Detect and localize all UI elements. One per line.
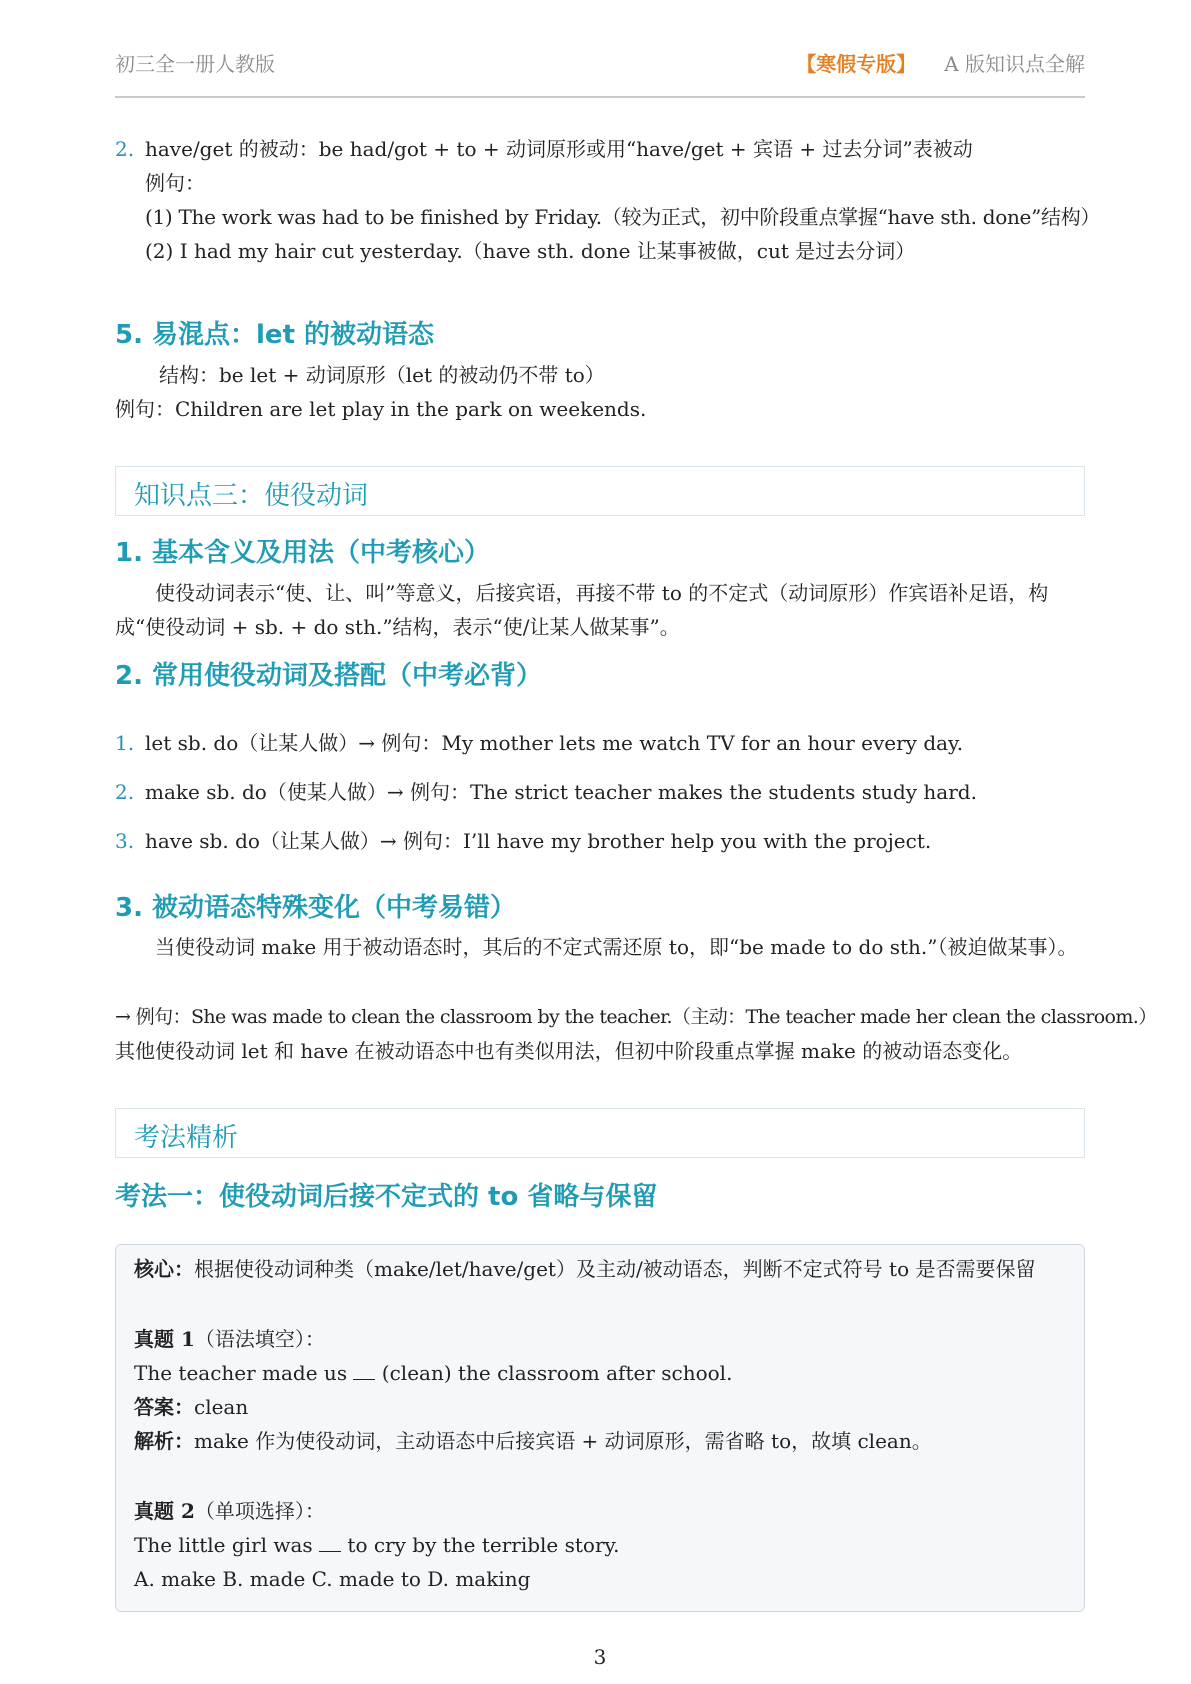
kaofa-title: 考法精析 — [134, 1123, 239, 1153]
list-number: 1. — [115, 731, 135, 755]
question-1-title — [134, 1323, 325, 1355]
causative-meaning-heading: 1. 基本含义及用法（中考核心） — [115, 538, 491, 568]
passive-change-heading: 3. 被动语态特殊变化（中考易错） — [115, 893, 517, 923]
answer-1-text: clean — [194, 1395, 249, 1419]
page-number: 3 — [593, 1645, 607, 1669]
list-item — [115, 824, 1085, 858]
causative-meaning-paragraph: 使役动词表示“使、让、叫”等意义，后接宾语，再接不带 to 的不定式（动词原形）作宾语补足语，构成“使役动词 + sb. + do sth.”结构，表示“使/让某人做某事”。 — [115, 581, 1049, 639]
have-get-example-2: (2) I had my hair cut yesterday.（have sth. done 让某事被做，cut 是过去分词） — [145, 239, 916, 263]
question-2-type: （单项选择）： — [194, 1499, 325, 1523]
question-2-after: to cry by the terrible story. — [347, 1533, 620, 1557]
question-1-text — [134, 1357, 732, 1389]
list-item-text: make sb. do（使某人做）→ 例句：The strict teacher makes the students study hard. — [145, 780, 977, 804]
core-label: 核心： — [134, 1257, 194, 1281]
answer-blank — [319, 1533, 341, 1552]
let-structure: 结构：be let + 动词原形（let 的被动仍不带 to） — [159, 363, 605, 387]
section-title-box — [115, 466, 1085, 516]
passive-change-paragraph: 当使役动词 make 用于被动语态时，其后的不定式需还原 to，即“be made to do sth.”（被迫做某事）。 — [155, 935, 1078, 959]
question-1-after: (clean) the classroom after school. — [381, 1361, 733, 1385]
let-passive-heading: 5. 易混点：let 的被动语态 — [115, 320, 435, 350]
header-edition-badge: 【寒假专版】 — [796, 52, 917, 76]
answer-blank — [353, 1361, 375, 1380]
explanation-1-line — [134, 1425, 932, 1457]
explanation-1-text: make 作为使役动词，主动语态中后接宾语 + 动词原形，需省略 to，故填 clean。 — [194, 1429, 932, 1453]
causative-list-heading: 2. 常用使役动词及搭配（中考必背） — [115, 661, 543, 691]
list-item — [115, 726, 1085, 760]
list-number: 3. — [115, 829, 135, 853]
core-text: 根据使役动词种类（make/let/have/get）及主动/被动语态，判断不定式符号 to 是否需要保留 — [194, 1257, 1036, 1281]
let-example: 例句：Children are let play in the park on weekends. — [115, 397, 647, 421]
kaofa-title-box — [115, 1108, 1085, 1158]
passive-change-note: 其他使役动词 let 和 have 在被动语态中也有类似用法，但初中阶段重点掌握 make 的被动语态变化。 — [115, 1039, 1023, 1063]
header-subtitle: A 版知识点全解 — [944, 52, 1085, 76]
have-get-title-line — [115, 132, 1085, 166]
page-header — [115, 38, 1085, 98]
kaofa-one-heading: 考法一：使役动词后接不定式的 to 省略与保留 — [115, 1182, 658, 1212]
question-2-before: The little girl was — [134, 1533, 313, 1557]
answer-1-line — [134, 1391, 248, 1423]
question-1-label: 真题 1 — [134, 1327, 195, 1351]
exam-question-box — [115, 1244, 1085, 1612]
question-1-type: （语法填空）： — [194, 1327, 325, 1351]
question-2-text — [134, 1529, 620, 1561]
question-2-label: 真题 2 — [134, 1499, 195, 1523]
list-number: 2. — [115, 137, 135, 161]
question-2-options: A. make B. made C. made to D. making — [134, 1567, 531, 1591]
question-1-before: The teacher made us — [134, 1361, 348, 1385]
list-number: 2. — [115, 780, 135, 804]
passive-change-example: → 例句：She was made to clean the classroom by the teacher.（主动：The teacher made her clean the classroom.） — [115, 1006, 1157, 1028]
example-label: 例句： — [145, 171, 205, 195]
have-get-example-1: (1) The work was had to be finished by Friday.（较为正式，初中阶段重点掌握“have sth. done”结构） — [145, 205, 1101, 229]
document-page — [115, 0, 1157, 1684]
answer-1-label: 答案： — [134, 1395, 194, 1419]
list-item-text: let sb. do（让某人做）→ 例句：My mother lets me watch TV for an hour every day. — [145, 731, 964, 755]
explanation-1-label: 解析： — [134, 1429, 194, 1453]
header-right — [796, 48, 1085, 77]
question-2-title — [134, 1495, 325, 1527]
core-line — [134, 1253, 1035, 1285]
list-item — [115, 775, 1085, 809]
section-title: 知识点三：使役动词 — [134, 481, 369, 511]
list-item-text: have sb. do（让某人做）→ 例句：I’ll have my brother help you with the project. — [145, 829, 932, 853]
header-book-title: 初三全一册人教版 — [115, 52, 275, 76]
have-get-title: have/get 的被动：be had/got + to + 动词原形或用“have/get + 宾语 + 过去分词”表被动 — [145, 137, 973, 161]
